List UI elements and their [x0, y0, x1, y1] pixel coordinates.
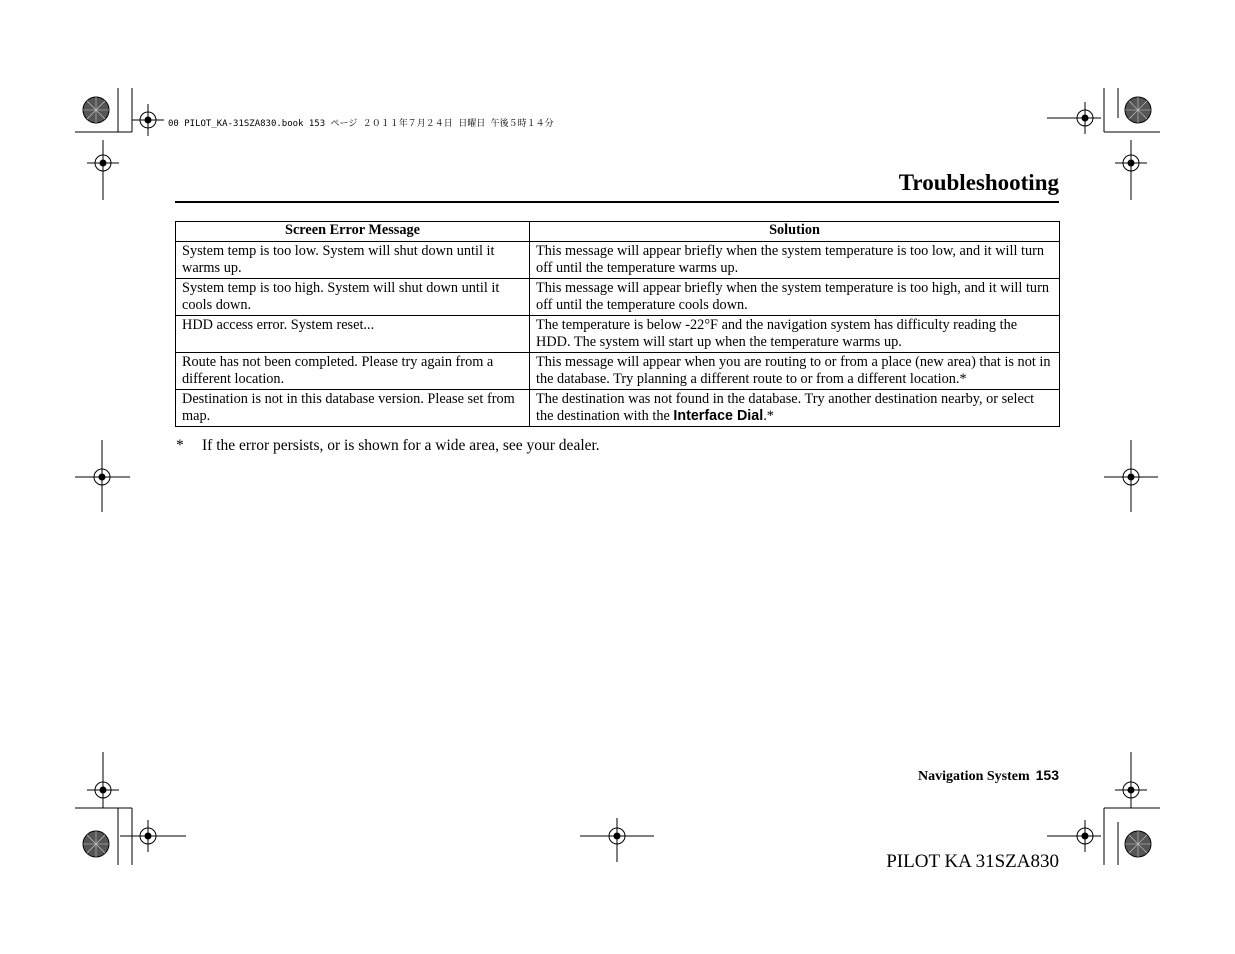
error-message-cell: Route has not been completed. Please try again from a different location.: [176, 353, 530, 390]
solution-cell: This message will appear briefly when the system temperature is too low, and it will turn off until the temperature warms up.: [530, 242, 1060, 279]
title-rule: [175, 201, 1059, 203]
error-message-cell: System temp is too high. System will shut down until it cools down.: [176, 279, 530, 316]
page-footer: [918, 767, 1059, 785]
solution-text: The destination was not found in the database. Try another destination nearby, or select the destination with the: [536, 391, 1035, 424]
registration-mark-top-left: [83, 97, 109, 123]
error-message-cell: Destination is not in this database version. Please set from map.: [176, 390, 530, 427]
page-title: Troubleshooting: [898, 170, 1059, 195]
registration-mark-bottom-left: [83, 831, 109, 857]
error-message-table: [175, 221, 1060, 427]
table-row: [176, 390, 1060, 427]
table-row: [176, 242, 1060, 279]
table-row: [176, 279, 1060, 316]
solution-text-end: .*: [763, 408, 774, 424]
solution-cell: This message will appear when you are routing to or from a place (new area) that is not in the database. Try planning a different route to or from a different location.*: [530, 353, 1060, 390]
table-header-row: [176, 222, 1060, 242]
print-header: 00 PILOT_KA-31SZA830.book 153 ページ ２０１１年７月２４日 日曜日 午後５時１４分: [168, 119, 554, 129]
error-message-cell: System temp is too low. System will shut down until it warms up.: [176, 242, 530, 279]
footer-section: Navigation System: [918, 769, 1030, 784]
footnote: [176, 437, 600, 455]
solution-cell: This message will appear briefly when the system temperature is too high, and it will turn off until the temperature cools down.: [530, 279, 1060, 316]
registration-mark-bottom-right: [1125, 831, 1151, 857]
registration-mark-top-right: [1125, 97, 1151, 123]
column-header-message: Screen Error Message: [176, 222, 530, 242]
solution-cell: The temperature is below -22°F and the navigation system has difficulty reading the HDD. The system will start up when the temperature warms up.: [530, 316, 1060, 353]
column-header-solution: Solution: [530, 222, 1060, 242]
interface-dial-term: Interface Dial: [673, 408, 764, 424]
footnote-marker: *: [176, 437, 184, 454]
solution-cell: [530, 390, 1060, 427]
error-message-cell: HDD access error. System reset...: [176, 316, 530, 353]
table-row: [176, 353, 1060, 390]
page-number: 153: [1035, 767, 1059, 783]
footnote-text: If the error persists, or is shown for a wide area, see your dealer.: [202, 437, 600, 454]
table-row: [176, 316, 1060, 353]
book-code: PILOT KA 31SZA830: [886, 851, 1059, 872]
